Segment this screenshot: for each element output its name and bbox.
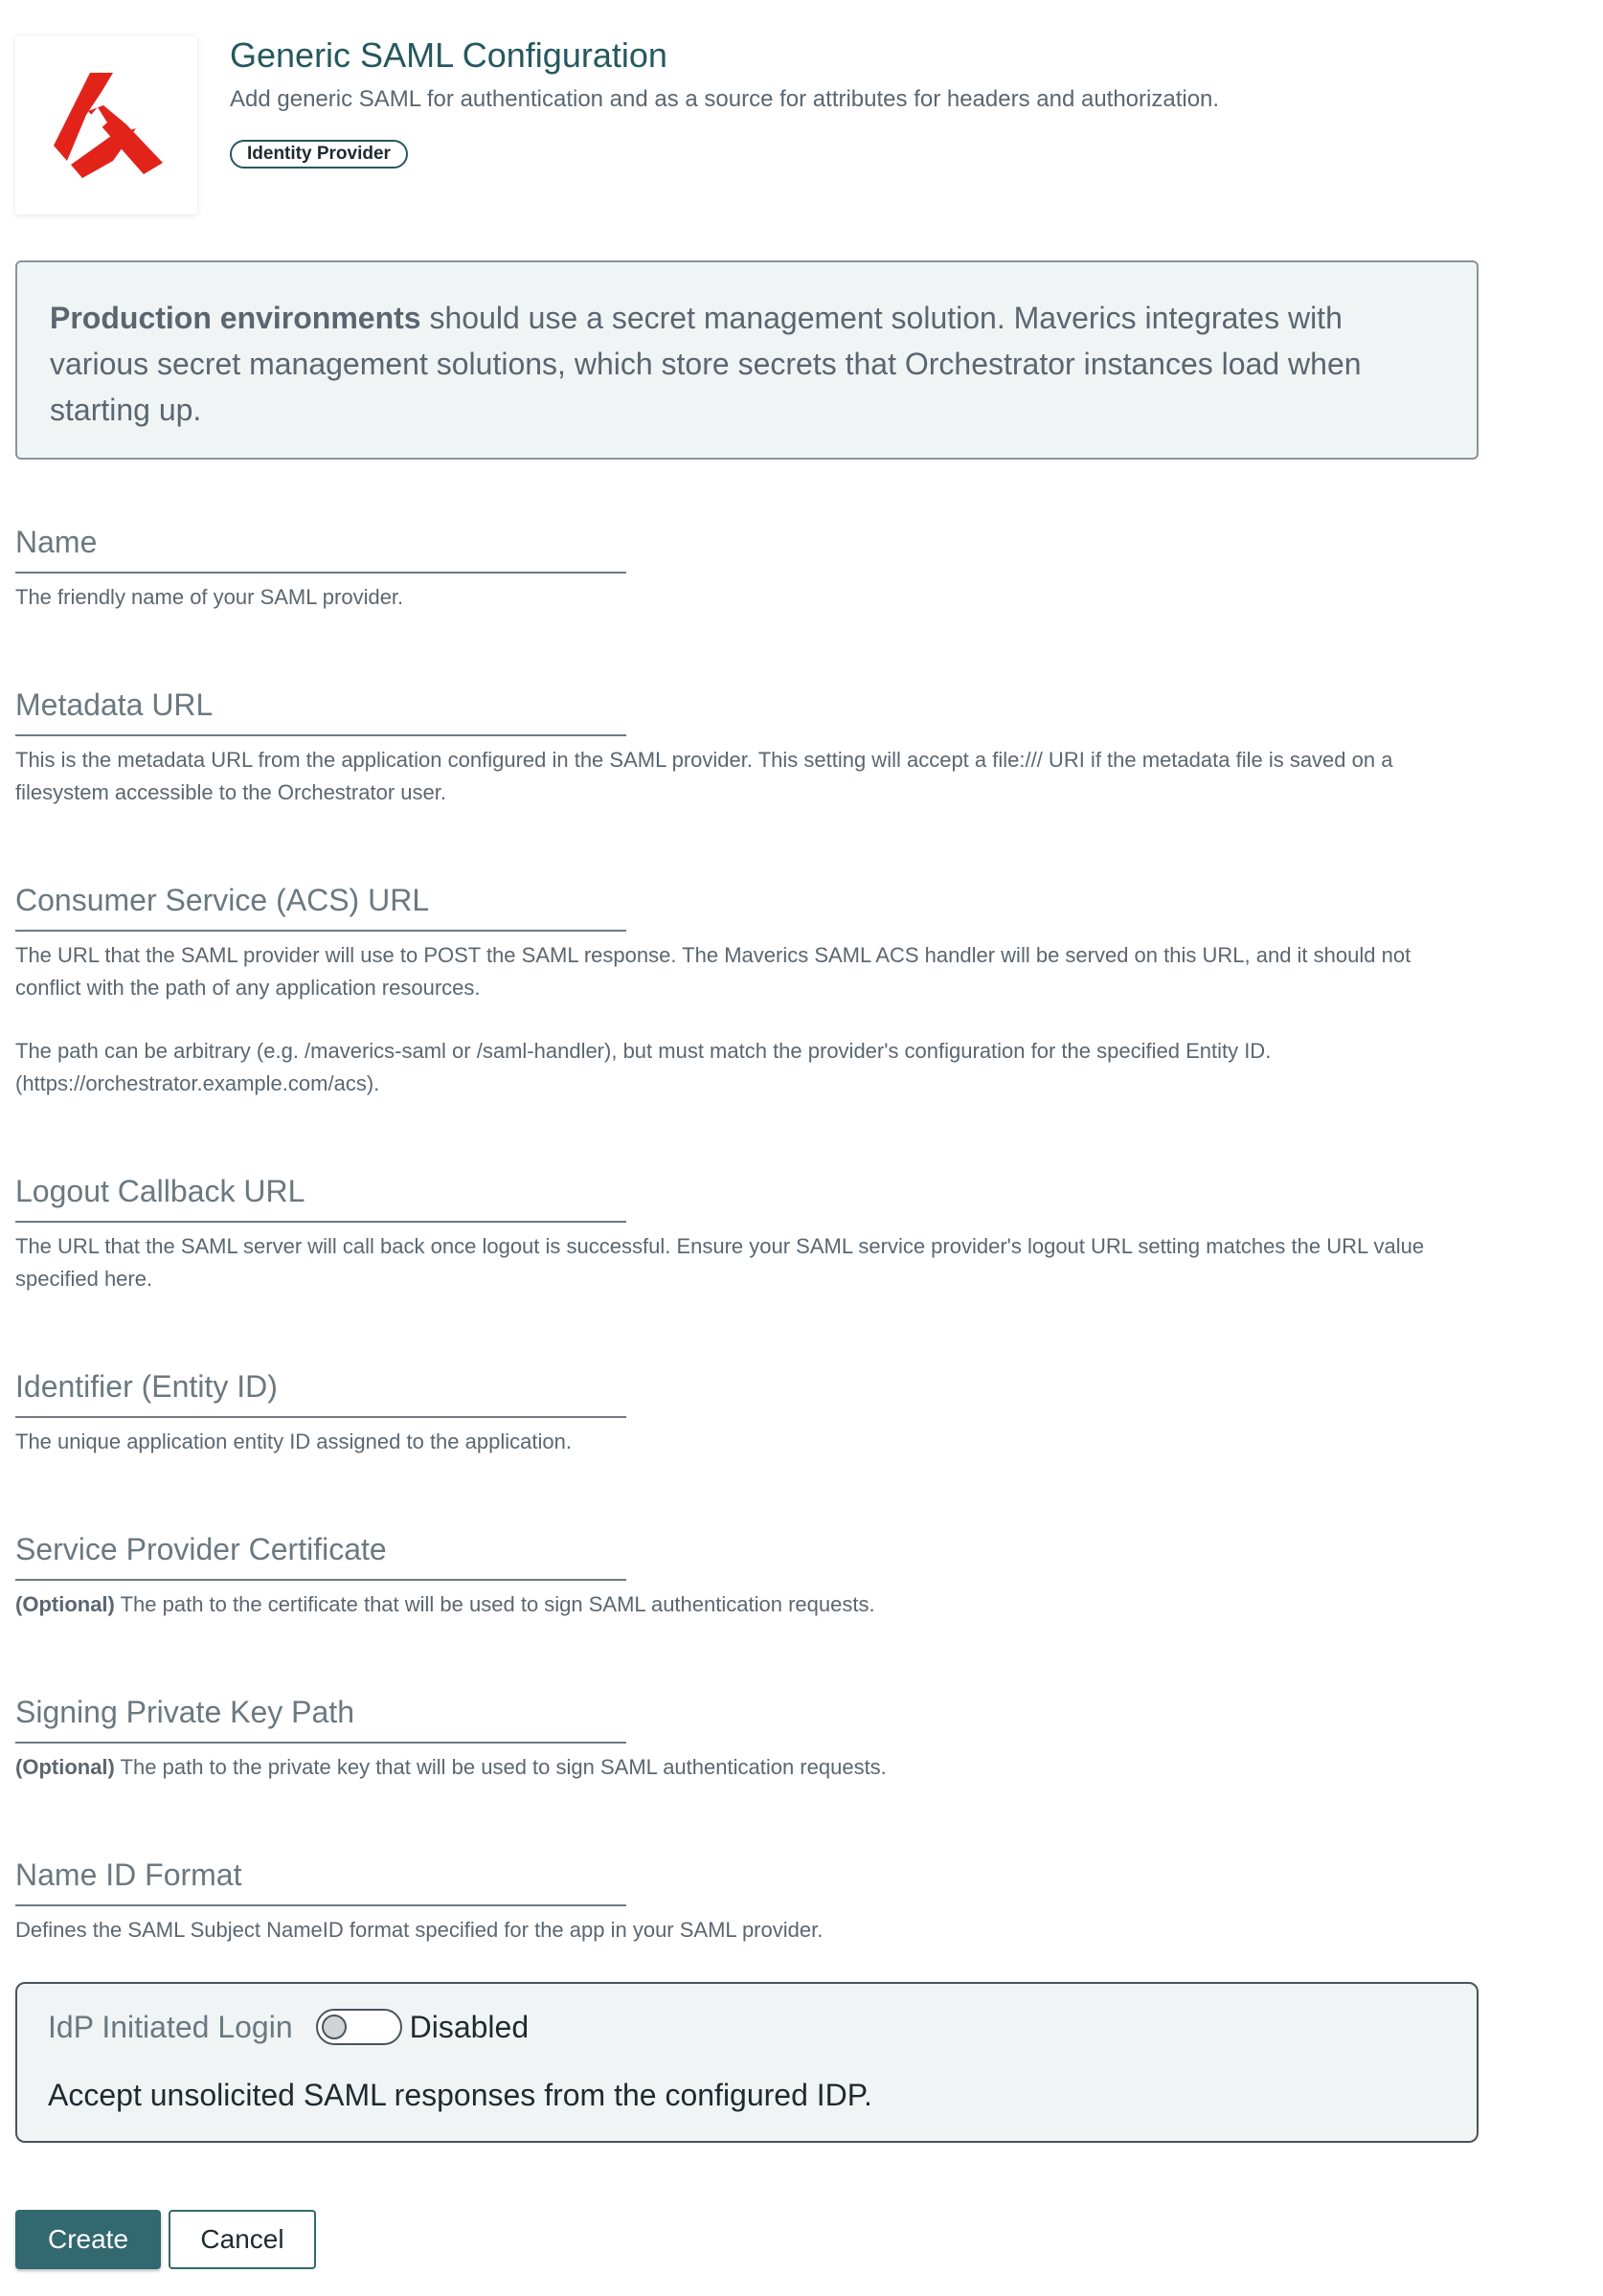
metadata-url-help xyxy=(15,744,1433,809)
name-help xyxy=(15,581,1433,614)
logout-callback-url-field-group xyxy=(15,1174,1433,1295)
signing-key-path-help xyxy=(15,1751,1433,1784)
entity-id-help-text: The unique application entity ID assigned to the application. xyxy=(15,1429,572,1453)
name-id-format-field-group xyxy=(15,1857,1433,1947)
signing-key-path-input[interactable] xyxy=(15,1695,626,1744)
acs-url-field-group xyxy=(15,883,1433,1100)
name-help-text: The friendly name of your SAML provider. xyxy=(15,585,404,609)
logout-callback-url-help-text: The URL that the SAML server will call back once logout is successful. Ensure your SAML service provider's logout URL setting matches the URL value specified here. xyxy=(15,1234,1425,1291)
idp-initiated-login-state: Disabled xyxy=(409,2009,530,2044)
acs-url-help xyxy=(15,939,1433,1100)
name-id-format-help-text: Defines the SAML Subject NameID format specified for the app in your SAML provider. xyxy=(15,1918,824,1942)
sp-certificate-help xyxy=(15,1588,1433,1621)
acs-url-help-text-2: The path can be arbitrary (e.g. /maverics-saml or /saml-handler), but must match the provider's configuration for the specified Entity ID. (https://orchestrator.example.com/acs). xyxy=(15,1039,1272,1095)
maverics-logo-icon xyxy=(44,69,169,182)
signing-key-path-help-text: The path to the private key that will be used to sign SAML authentication requests. xyxy=(114,1755,887,1779)
identity-provider-badge: Identity Provider xyxy=(230,140,408,169)
sp-certificate-field-group xyxy=(15,1532,1433,1621)
entity-id-field-group xyxy=(15,1369,1433,1458)
header xyxy=(230,33,1475,169)
cancel-button[interactable]: Cancel xyxy=(169,2210,316,2269)
page-title: Generic SAML Configuration xyxy=(230,35,667,75)
acs-url-help-text-1: The URL that the SAML provider will use to POST the SAML response. The Maverics SAML ACS handler will be served on this URL, and it should not conflict with the path of any application resources. xyxy=(15,943,1411,1000)
create-button[interactable]: Create xyxy=(15,2210,161,2269)
entity-id-help xyxy=(15,1426,1433,1458)
name-field-group xyxy=(15,525,1433,614)
signing-key-path-field-group xyxy=(15,1695,1433,1784)
idp-initiated-login-row xyxy=(48,2009,529,2045)
entity-id-input[interactable] xyxy=(15,1369,626,1418)
logout-callback-url-input[interactable] xyxy=(15,1174,626,1223)
idp-initiated-login-description: Accept unsolicited SAML responses from the configured IDP. xyxy=(48,2078,872,2112)
idp-initiated-login-label: IdP Initiated Login xyxy=(48,2009,293,2044)
optional-label: (Optional) xyxy=(15,1592,115,1616)
alert-text: should use a secret management solution. Maverics integrates with various secret management solutions, which store secrets that Orchestrator instances load when starting up. xyxy=(50,301,1362,427)
idp-initiated-login-toggle[interactable] xyxy=(316,2009,402,2045)
acs-url-input[interactable] xyxy=(15,883,626,932)
optional-label: (Optional) xyxy=(15,1755,115,1779)
integration-logo xyxy=(15,36,197,214)
metadata-url-field-group xyxy=(15,687,1433,809)
sp-certificate-help-text: The path to the certificate that will be used to sign SAML authentication requests. xyxy=(114,1592,875,1616)
name-id-format-input[interactable] xyxy=(15,1857,626,1906)
idp-initiated-login-panel xyxy=(15,1982,1479,2143)
logout-callback-url-help xyxy=(15,1230,1433,1295)
toggle-knob xyxy=(322,2015,347,2039)
alert-bold-text: Production environments xyxy=(50,301,421,335)
secret-management-alert xyxy=(15,260,1479,460)
metadata-url-help-text: This is the metadata URL from the application configured in the SAML provider. This setting will accept a file:/// URI if the metadata file is saved on a filesystem accessible to the Orchestrator user. xyxy=(15,748,1393,804)
name-id-format-help xyxy=(15,1914,1433,1947)
metadata-url-input[interactable] xyxy=(15,687,626,736)
sp-certificate-input[interactable] xyxy=(15,1532,626,1581)
name-input[interactable] xyxy=(15,525,626,574)
page-subtitle: Add generic SAML for authentication and as a source for attributes for headers and authorization. xyxy=(230,86,1220,112)
